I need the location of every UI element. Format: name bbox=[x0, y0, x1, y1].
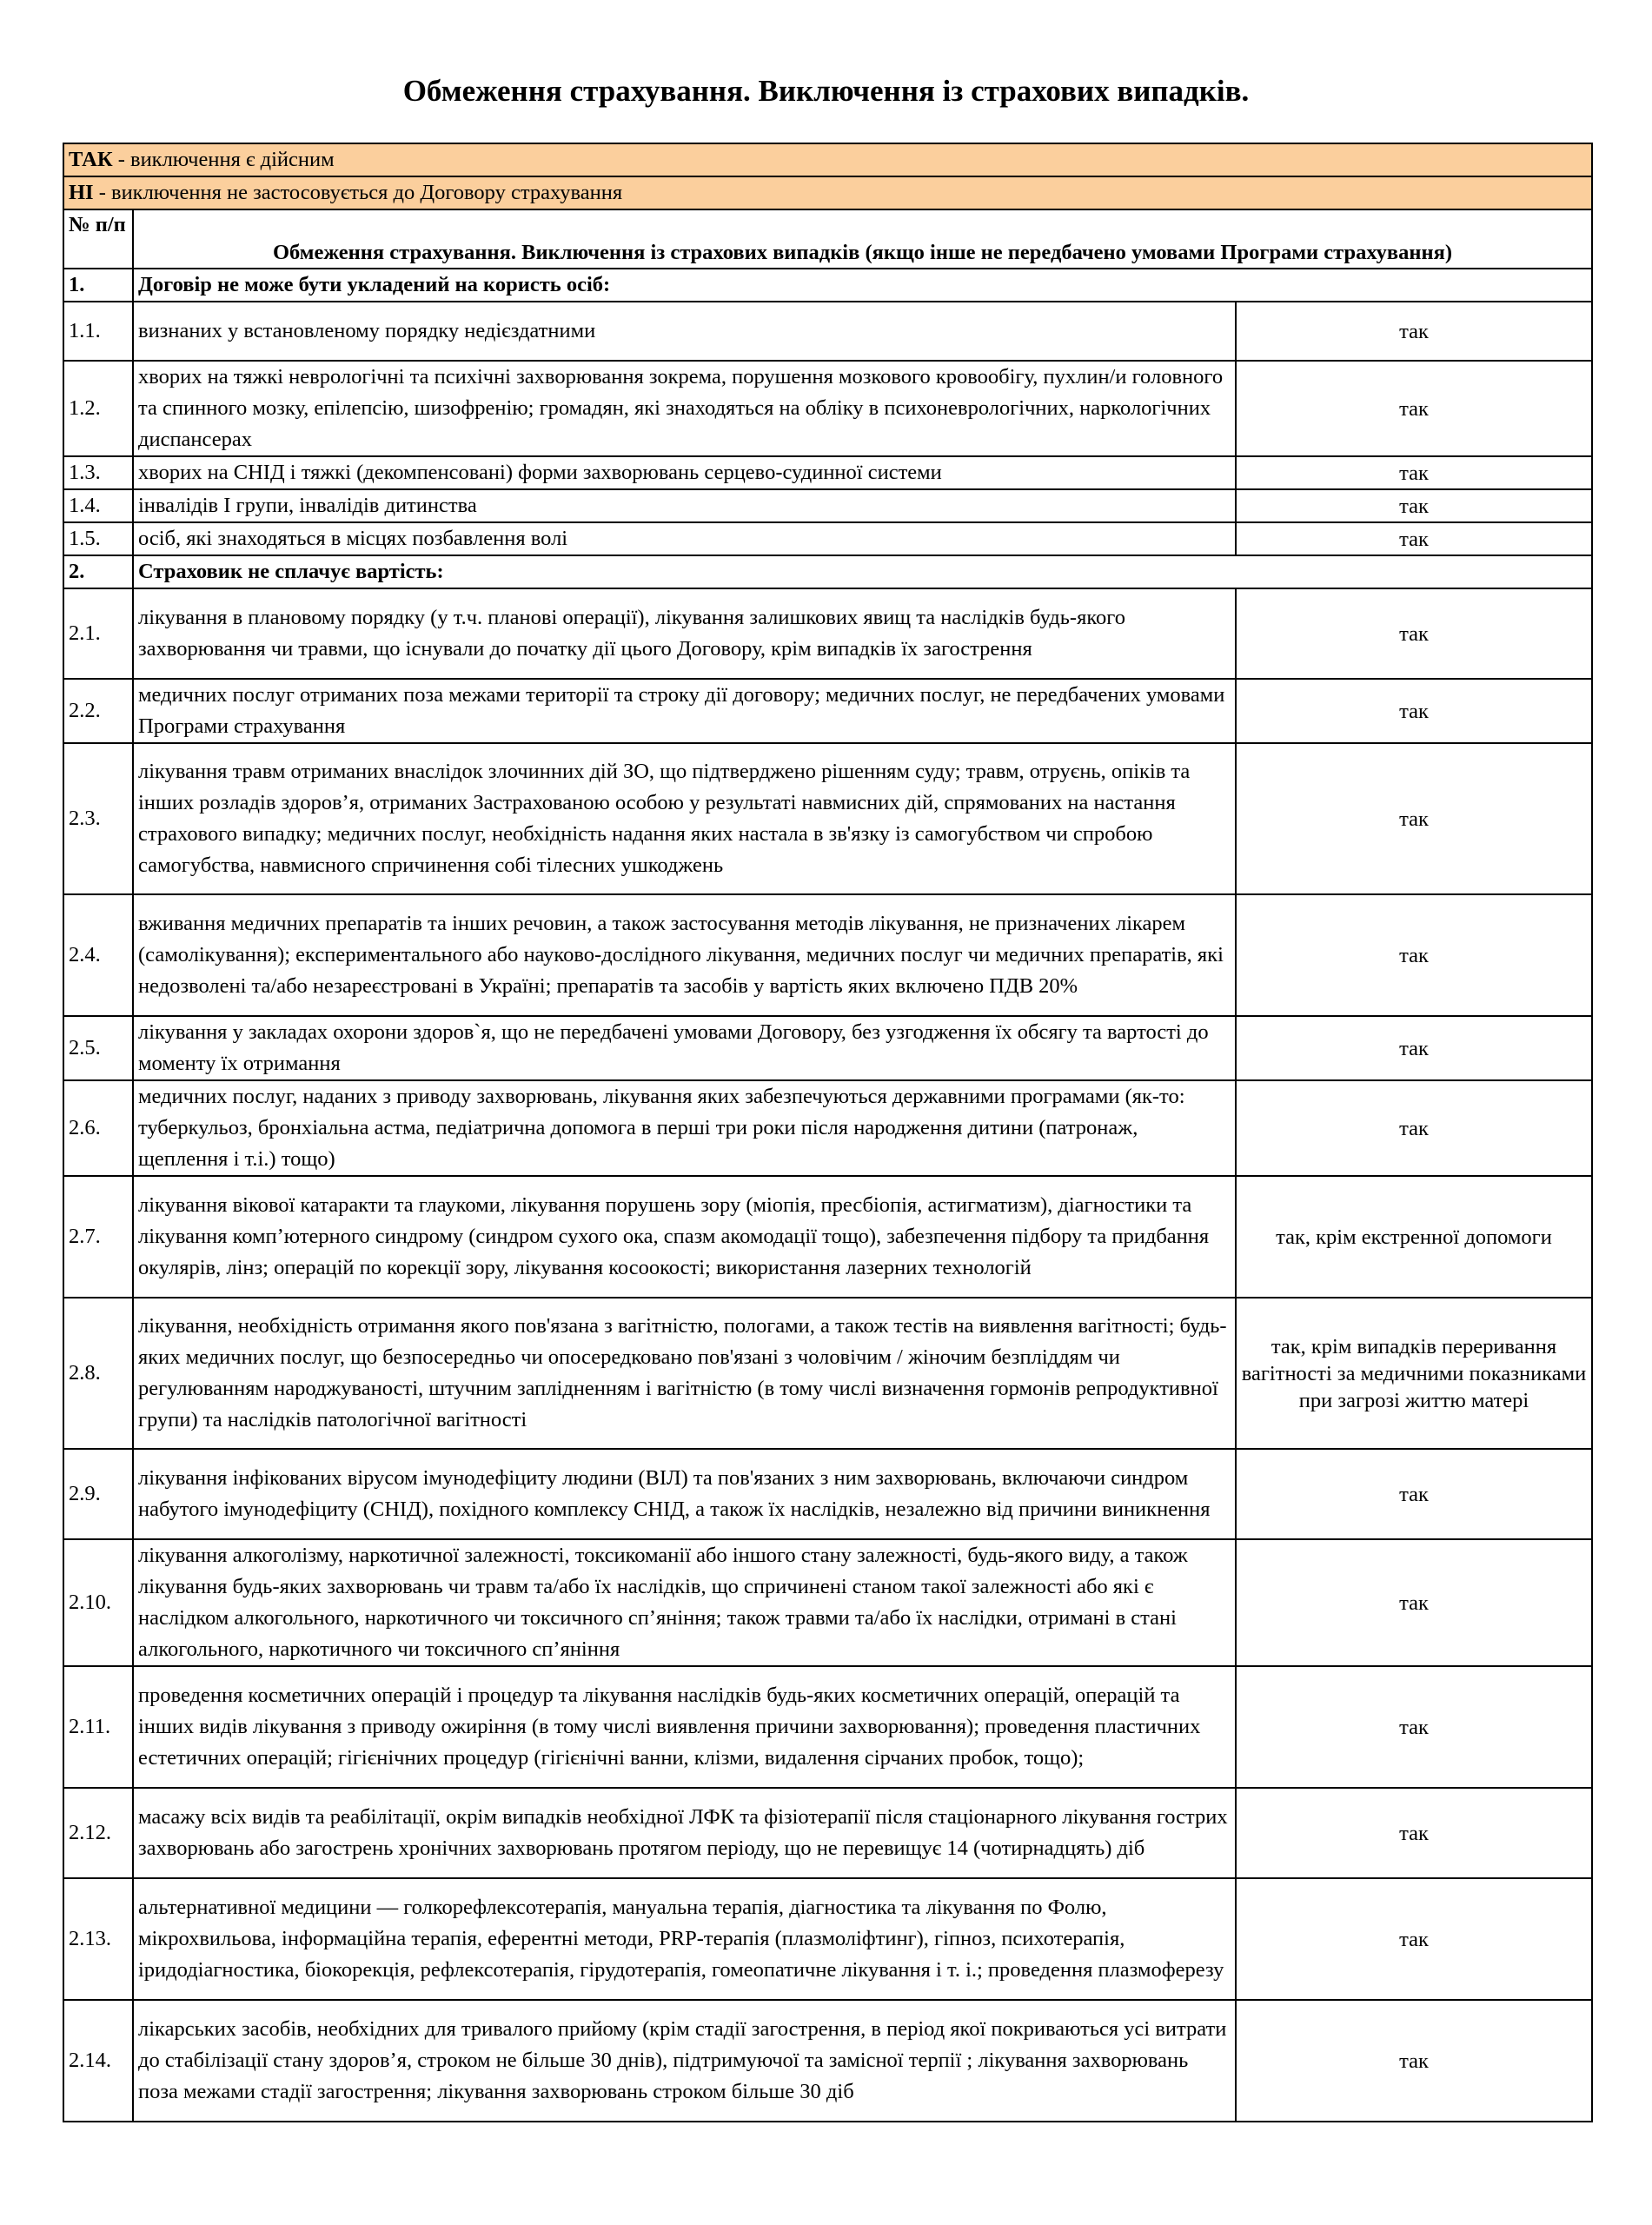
section-number: 1. bbox=[63, 269, 133, 302]
table-row bbox=[63, 894, 1592, 1016]
item-number: 2.4. bbox=[63, 894, 133, 1016]
legend-text: - виключення не застосовується до Договору страхування bbox=[93, 181, 623, 204]
item-text: осіб, які знаходяться в місцях позбавлення волі bbox=[133, 522, 1236, 555]
item-value: так bbox=[1236, 489, 1592, 522]
legend-cell bbox=[63, 143, 1592, 176]
item-value: так bbox=[1236, 522, 1592, 555]
item-number: 1.3. bbox=[63, 456, 133, 489]
item-number: 1.1. bbox=[63, 302, 133, 361]
table-row bbox=[63, 1298, 1592, 1449]
item-value: так bbox=[1236, 456, 1592, 489]
table-body bbox=[63, 143, 1592, 2122]
item-number: 2.13. bbox=[63, 1878, 133, 2000]
table-row bbox=[63, 1016, 1592, 1080]
item-number: 2.14. bbox=[63, 2000, 133, 2122]
item-text: лікування у закладах охорони здоров`я, що не передбачені умовами Договору, без узгодження їх обсягу та вартості до моменту їх отримання bbox=[133, 1016, 1236, 1080]
item-text: хворих на тяжкі неврологічні та психічні захворювання зокрема, порушення мозкового кровообігу, пухлин/и головного та спинного мозку, епілепсію, шизофренію; громадян, які знаходяться на обліку в психоневрологічних, наркологічних диспансерах bbox=[133, 361, 1236, 456]
table-header-row bbox=[63, 209, 1592, 269]
table-row bbox=[63, 1666, 1592, 1788]
item-value: так bbox=[1236, 1016, 1592, 1080]
item-text: вживання медичних препаратів та інших речовин, а також застосування методів лікування, не призначених лікарем (самолікування); експериментального або науково-дослідного лікування, медичних послуг чи медичних препаратів, які недозволені та/або незареєстровані в Україні; препаратів та засобів у вартість яких включено ПДВ 20% bbox=[133, 894, 1236, 1016]
table-row bbox=[63, 588, 1592, 679]
item-text: лікування травм отриманих внаслідок злочинних дій ЗО, що підтверджено рішенням суду; травм, отруєнь, опіків та інших розладів здоров’я, отриманих Застрахованою особою у результаті навмисних дій, спрямованих на настання страхового випадку; медичних послуг, необхідність надання яких настала в зв'язку із самогубством чи спробою самогубства, навмисного спричинення собі тілесних ушкоджень bbox=[133, 743, 1236, 894]
item-text: хворих на СНІД і тяжкі (декомпенсовані) форми захворювань серцево-судинної системи bbox=[133, 456, 1236, 489]
item-text: лікування вікової катаракти та глаукоми, лікування порушень зору (міопія, пресбіопія, астигматизм), діагностики та лікування комп’ютерного синдрому (синдром сухого ока, спазм акомодації тощо), забезпечення підбору та придбання окулярів, лінз; операцій по корекції зору, лікування косоокості; використання лазерних технологій bbox=[133, 1176, 1236, 1298]
item-text: медичних послуг отриманих поза межами території та строку дії договору; медичних послуг, не передбачених умовами Програми страхування bbox=[133, 679, 1236, 743]
item-text: інвалідів І групи, інвалідів дитинства bbox=[133, 489, 1236, 522]
item-value: так bbox=[1236, 588, 1592, 679]
item-value: так bbox=[1236, 1449, 1592, 1539]
table-row bbox=[63, 302, 1592, 361]
table-row bbox=[63, 522, 1592, 555]
header-title-cell: Обмеження страхування. Виключення із страхових випадків (якщо інше не передбачено умовами Програми страхування) bbox=[133, 209, 1592, 269]
item-value: так bbox=[1236, 1539, 1592, 1666]
section-title: Страховик не сплачує вартість: bbox=[133, 555, 1592, 588]
table-row bbox=[63, 1539, 1592, 1666]
item-number: 2.3. bbox=[63, 743, 133, 894]
item-value: так bbox=[1236, 1080, 1592, 1176]
legend-text: - виключення є дійсним bbox=[112, 148, 335, 171]
item-text: лікування, необхідність отримання якого пов'язана з вагітністю, пологами, а також тестів на виявлення вагітності; будь-яких медичних послуг, що безпосередньо чи опосередковано пов'язані з чоловічим / жіночим безпліддям чи регулюванням народжуваності, штучним заплідненням і вагітністю (в тому числі визначення гормонів репродуктивної групи) та наслідків патологічної вагітності bbox=[133, 1298, 1236, 1449]
table-row bbox=[63, 679, 1592, 743]
legend-key: НІ bbox=[69, 181, 94, 204]
item-value: так, крім екстренної допомоги bbox=[1236, 1176, 1592, 1298]
item-text: проведення косметичних операцій і процедур та лікування наслідків будь-яких косметичних операцій, операцій та інших видів лікування з приводу ожиріння (в тому числі виявлення причини захворювання); проведення пластичних естетичних операцій; гігієнічних процедур (гігієнічні ванни, клізми, видалення сірчаних пробок, тощо); bbox=[133, 1666, 1236, 1788]
table-row bbox=[63, 743, 1592, 894]
header-num-cell: № п/п bbox=[63, 209, 133, 269]
item-number: 2.7. bbox=[63, 1176, 133, 1298]
item-number: 2.9. bbox=[63, 1449, 133, 1539]
item-value: так, крім випадків переривання вагітності за медичними показниками при загрозі життю матері bbox=[1236, 1298, 1592, 1449]
item-number: 1.5. bbox=[63, 522, 133, 555]
item-number: 1.2. bbox=[63, 361, 133, 456]
item-value: так bbox=[1236, 361, 1592, 456]
item-number: 2.10. bbox=[63, 1539, 133, 1666]
item-number: 2.8. bbox=[63, 1298, 133, 1449]
item-text: лікування інфікованих вірусом імунодефіциту людини (ВІЛ) та пов'язаних з ним захворювань, включаючи синдром набутого імунодефіциту (СНІД), похідного комплексу СНІД, а також їх наслідків, незалежно від причини виникнення bbox=[133, 1449, 1236, 1539]
item-text: визнаних у встановленому порядку недієздатними bbox=[133, 302, 1236, 361]
item-value: так bbox=[1236, 743, 1592, 894]
item-number: 2.6. bbox=[63, 1080, 133, 1176]
item-number: 2.11. bbox=[63, 1666, 133, 1788]
table-row bbox=[63, 1080, 1592, 1176]
item-number: 2.5. bbox=[63, 1016, 133, 1080]
item-value: так bbox=[1236, 1788, 1592, 1878]
item-value: так bbox=[1236, 679, 1592, 743]
table-row bbox=[63, 361, 1592, 456]
item-text: лікування в плановому порядку (у т.ч. планові операції), лікування залишкових явищ та наслідків будь-якого захворювання чи травми, що існували до початку дії цього Договору, крім випадків їх загострення bbox=[133, 588, 1236, 679]
table-row bbox=[63, 1878, 1592, 2000]
item-text: масажу всіх видів та реабілітації, окрім випадків необхідної ЛФК та фізіотерапії після стаціонарного лікування гострих захворювань або загострень хронічних захворювань протягом періоду, що не перевищує 14 (чотирнадцять) діб bbox=[133, 1788, 1236, 1878]
section-row bbox=[63, 555, 1592, 588]
item-number: 2.1. bbox=[63, 588, 133, 679]
table-row bbox=[63, 1449, 1592, 1539]
legend-cell bbox=[63, 176, 1592, 209]
table-row bbox=[63, 456, 1592, 489]
section-number: 2. bbox=[63, 555, 133, 588]
item-text: медичних послуг, наданих з приводу захворювань, лікування яких забезпечуються державними програмами (як-то: туберкульоз, бронхіальна астма, педіатрична допомога в перші три роки після народження дитини (патронаж, щеплення і т.і.) тощо) bbox=[133, 1080, 1236, 1176]
table-row bbox=[63, 1788, 1592, 1878]
section-title: Договір не може бути укладений на користь осіб: bbox=[133, 269, 1592, 302]
page-title: Обмеження страхування. Виключення із страхових випадків. bbox=[402, 74, 1250, 108]
item-number: 2.2. bbox=[63, 679, 133, 743]
item-number: 1.4. bbox=[63, 489, 133, 522]
item-value: так bbox=[1236, 894, 1592, 1016]
legend-row-no bbox=[63, 176, 1592, 209]
item-text: альтернативної медицини — голкорефлексотерапія, мануальна терапія, діагностика та лікування по Фолю, мікрохвильова, інформаційна терапія, еферентні методи, PRP-терапія (плазмоліфтинг), гіпноз, психотерапія, іридодіагностика, біокорекція, рефлексотерапія, гірудотерапія, гомеопатичне лікування і т. і.; проведення плазмоферезу bbox=[133, 1878, 1236, 2000]
table-row bbox=[63, 489, 1592, 522]
item-number: 2.12. bbox=[63, 1788, 133, 1878]
item-text: лікарських засобів, необхідних для тривалого прийому (крім стадії загострення, в період якої покриваються усі витрати до стабілізації стану здоров’я, строком не більше 30 днів), підтримуючої та замісної терпії ; лікування захворювань поза межами стадії загострення; лікування захворювань строком більше 30 діб bbox=[133, 2000, 1236, 2122]
legend-row-yes bbox=[63, 143, 1592, 176]
table-row bbox=[63, 1176, 1592, 1298]
item-value: так bbox=[1236, 1878, 1592, 2000]
exclusions-table bbox=[63, 143, 1593, 2122]
legend-key: ТАК bbox=[69, 148, 113, 171]
item-value: так bbox=[1236, 1666, 1592, 1788]
section-row bbox=[63, 269, 1592, 302]
table-row bbox=[63, 2000, 1592, 2122]
item-text: лікування алкоголізму, наркотичної залежності, токсикоманії або іншого стану залежності, будь-якого виду, а також лікування будь-яких захворювань чи травм та/або їх наслідків, що спричинені станом такої залежності або які є наслідком алкогольного, наркотичного чи токсичного сп’яніння; також травми та/або їх наслідки, отримані в стані алкогольного, наркотичного чи токсичного сп’яніння bbox=[133, 1539, 1236, 1666]
item-value: так bbox=[1236, 302, 1592, 361]
item-value: так bbox=[1236, 2000, 1592, 2122]
